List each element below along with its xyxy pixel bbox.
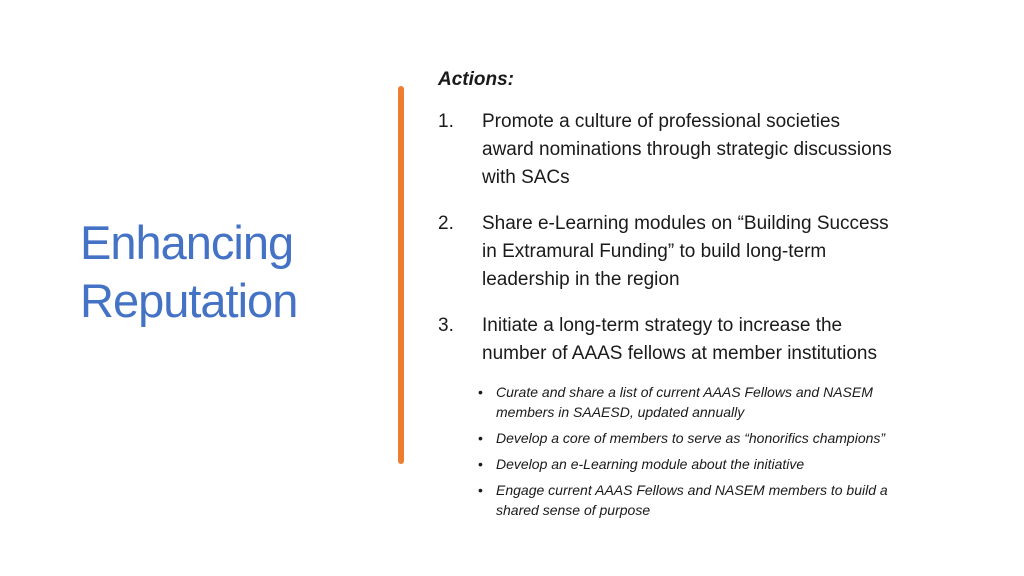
sub-bullet	[478, 382, 928, 422]
item-line: with SACs	[482, 167, 570, 188]
bullet-line: shared sense of purpose	[496, 502, 651, 518]
sub-bullet	[478, 454, 928, 474]
item-line: in Extramural Funding” to build long-term	[482, 241, 827, 262]
item-number: 2.	[438, 213, 454, 234]
actions-heading: Actions:	[438, 69, 514, 90]
sub-bullet	[478, 480, 928, 520]
item-line: Initiate a long-term strategy to increase the	[482, 315, 843, 336]
item-number: 3.	[438, 315, 454, 336]
item-line: award nominations through strategic discussions	[482, 139, 892, 160]
bullet-dot-icon: •	[478, 456, 483, 472]
item-line: Share e-Learning modules on “Building Success	[482, 213, 889, 234]
title-line: Enhancing	[80, 216, 294, 269]
bullet-line: Curate and share a list of current AAAS Fellows and NASEM	[496, 384, 873, 400]
bullet-line: Engage current AAAS Fellows and NASEM members to build a	[496, 482, 888, 498]
bullet-dot-icon: •	[478, 482, 483, 498]
item-line: number of AAAS fellows at member institutions	[482, 343, 877, 364]
actions-panel	[438, 66, 998, 526]
sub-bullet-list	[438, 382, 928, 520]
item-line: Promote a culture of professional societies	[482, 111, 841, 132]
bullet-dot-icon: •	[478, 384, 483, 400]
slide-title	[80, 214, 380, 330]
action-item	[438, 210, 952, 294]
item-line: leadership in the region	[482, 269, 680, 290]
vertical-divider	[398, 86, 404, 464]
action-item	[438, 108, 952, 192]
title-line: Reputation	[80, 274, 298, 327]
bullet-line: Develop an e-Learning module about the initiative	[496, 456, 805, 472]
action-item	[438, 312, 952, 368]
bullet-line: Develop a core of members to serve as “honorifics champions”	[496, 430, 886, 446]
bullet-line: members in SAAESD, updated annually	[496, 404, 745, 420]
bullet-dot-icon: •	[478, 430, 483, 446]
item-number: 1.	[438, 111, 454, 132]
sub-bullet	[478, 428, 928, 448]
